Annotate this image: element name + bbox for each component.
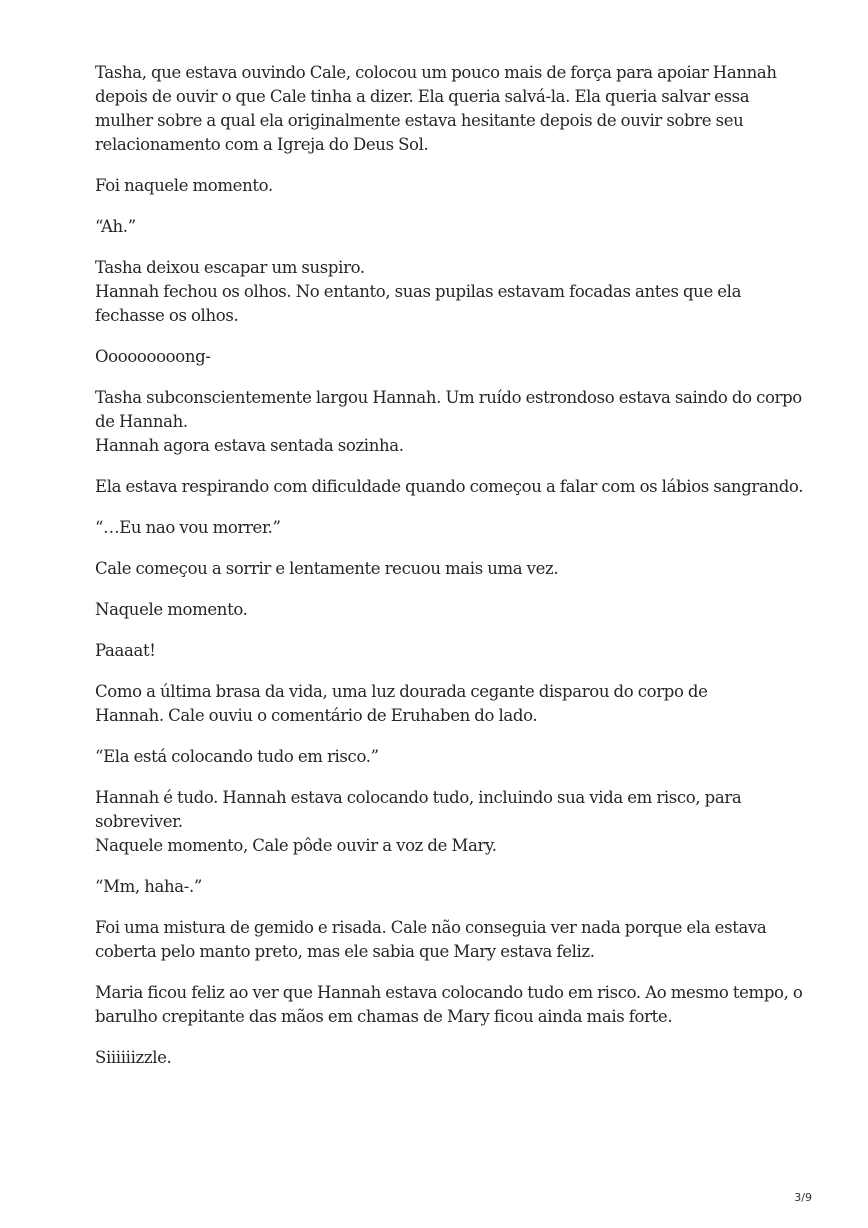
text-line: “Mm, haha-.” [95, 877, 202, 896]
text-line: Hannah fechou os olhos. No entanto, suas pupilas estavam focadas antes que ela [95, 282, 742, 301]
text-line: Ela estava respirando com dificuldade quando começou a falar com os lábios sangrando. [95, 477, 804, 496]
text-line: Siiiiiizzle. [95, 1048, 172, 1067]
paragraph-3 [95, 215, 795, 239]
text-line: mulher sobre a qual ela originalmente estava hesitante depois de ouvir sobre seu [95, 111, 744, 130]
text-line: Foi naquele momento. [95, 176, 273, 195]
text-line: Hannah é tudo. Hannah estava colocando tudo, incluindo sua vida em risco, para [95, 788, 742, 807]
text-line: Maria ficou feliz ao ver que Hannah estava colocando tudo em risco. Ao mesmo tempo, o [95, 983, 803, 1002]
document-body [95, 61, 804, 1087]
text-line: “…Eu nao vou morrer.” [95, 518, 281, 537]
text-line: relacionamento com a Igreja do Deus Sol. [95, 135, 429, 154]
text-line: Hannah. Cale ouviu o comentário de Eruhaben do lado. [95, 706, 538, 725]
paragraph-18 [95, 1046, 795, 1070]
text-line: Naquele momento. [95, 600, 248, 619]
text-line: Cale começou a sorrir e lentamente recuou mais uma vez. [95, 559, 559, 578]
paragraph-1 [95, 61, 795, 157]
paragraph-10 [95, 598, 795, 622]
paragraph-7 [95, 475, 804, 499]
text-line: sobreviver. [95, 812, 183, 831]
text-line: fechasse os olhos. [95, 306, 239, 325]
paragraph-15 [95, 875, 795, 899]
text-line: Paaaat! [95, 641, 156, 660]
paragraph-5 [95, 345, 795, 369]
paragraph-16 [95, 916, 795, 964]
text-line: barulho crepitante das mãos em chamas de Mary ficou ainda mais forte. [95, 1007, 673, 1026]
paragraph-4 [95, 256, 795, 328]
text-line: coberta pelo manto preto, mas ele sabia que Mary estava feliz. [95, 942, 595, 961]
paragraph-17 [95, 981, 803, 1029]
text-line: “Ela está colocando tudo em risco.” [95, 747, 379, 766]
page-number: 3/9 [794, 1191, 812, 1204]
paragraph-14 [95, 786, 795, 858]
text-line: Como a última brasa da vida, uma luz dourada cegante disparou do corpo de [95, 682, 708, 701]
paragraph-12 [95, 680, 795, 728]
text-line: Foi uma mistura de gemido e risada. Cale não conseguia ver nada porque ela estava [95, 918, 767, 937]
text-line: Ooooooooong- [95, 347, 211, 366]
text-line: Naquele momento, Cale pôde ouvir a voz de Mary. [95, 836, 497, 855]
text-line: “Ah.” [95, 217, 136, 236]
text-line: Tasha subconscientemente largou Hannah. Um ruído estrondoso estava saindo do corpo [95, 388, 802, 407]
text-line: Tasha deixou escapar um suspiro. [95, 258, 365, 277]
paragraph-13 [95, 745, 795, 769]
paragraph-11 [95, 639, 795, 663]
paragraph-9 [95, 557, 795, 581]
paragraph-2 [95, 174, 795, 198]
text-line: de Hannah. [95, 412, 188, 431]
text-line: depois de ouvir o que Cale tinha a dizer. Ela queria salvá-la. Ela queria salvar essa [95, 87, 750, 106]
paragraph-8 [95, 516, 795, 540]
paragraph-6 [95, 386, 802, 458]
text-line: Tasha, que estava ouvindo Cale, colocou um pouco mais de força para apoiar Hannah [95, 63, 777, 82]
text-line: Hannah agora estava sentada sozinha. [95, 436, 404, 455]
